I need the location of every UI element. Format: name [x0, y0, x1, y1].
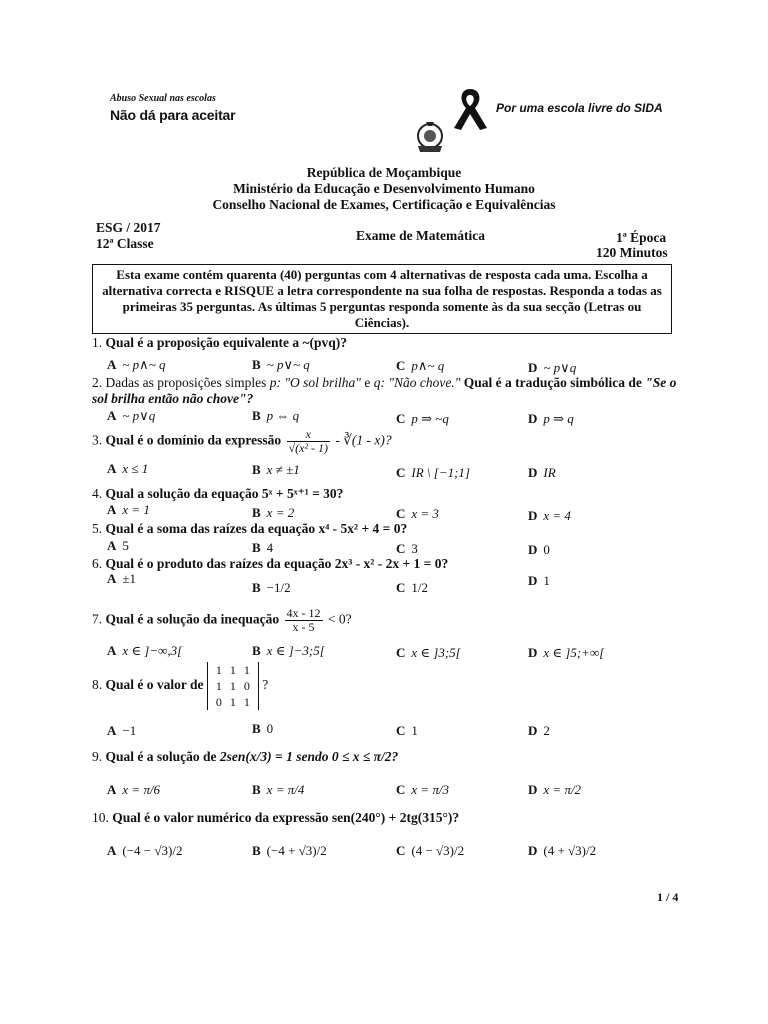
- question-10: 10. Qual é o valor numérico da expressão sen(240°) + 2tg(315°)?: [92, 810, 460, 825]
- option-2d[interactable]: D p ⇒ q: [528, 411, 574, 426]
- exam-title: Exame de Matemática: [356, 228, 485, 243]
- ribbon-icon: [450, 86, 496, 132]
- question-text: Qual é a proposição equivalente a ~(pvq)?: [105, 335, 348, 350]
- question-7: 7. Qual é a solução da inequação $\frac{4x - 12}{x - 5}$ < 0?: [92, 606, 352, 634]
- question-4: 4. Qual a solução da equação 5ˣ + 5ˣ⁺¹ = 30?: [92, 486, 344, 501]
- option-6a[interactable]: A ±1: [107, 571, 137, 586]
- option-2a[interactable]: A ~ p∨q: [107, 408, 156, 423]
- question-3: 3. Qual é o domínio da expressão $\frac{x}{\text{√(x² - 1)}}$ - ∛(1 - x)?: [92, 427, 392, 455]
- option-8a[interactable]: A −1: [107, 723, 137, 738]
- option-9b[interactable]: B x = π/4: [252, 782, 305, 797]
- option-5c[interactable]: C 3: [396, 541, 418, 556]
- option-7b[interactable]: B x ∈ ]−3;5[: [252, 643, 325, 658]
- option-2c[interactable]: C p ⇒ ~q: [396, 411, 449, 426]
- option-10d[interactable]: D (4 + √3)/2: [528, 843, 597, 858]
- option-1a[interactable]: A ~ p∧~ q: [107, 357, 166, 372]
- option-4a[interactable]: A x = 1: [107, 502, 150, 517]
- institution-line-3: Conselho Nacional de Exames, Certificação e Equivalências: [212, 197, 556, 212]
- option-9c[interactable]: C x = π/3: [396, 782, 450, 797]
- option-10c[interactable]: C (4 − √3)/2: [396, 843, 465, 858]
- option-2b[interactable]: B p ⇔ q: [252, 408, 300, 423]
- option-6d[interactable]: D 1: [528, 573, 550, 588]
- campaign-italic-text: Abuso Sexual nas escolas: [110, 93, 216, 104]
- option-7a[interactable]: A x ∈ ]−∞,3[: [107, 643, 183, 658]
- question-8: 8. Qual é o valor de 1 1 1 1 1 0 0 1 1 ?: [92, 663, 269, 709]
- option-5d[interactable]: D 0: [528, 542, 550, 557]
- option-6c[interactable]: C 1/2: [396, 580, 429, 595]
- campaign-bold-text: Não dá para aceitar: [110, 107, 236, 123]
- option-3d[interactable]: D IR: [528, 465, 556, 480]
- option-10a[interactable]: A (−4 − √3)/2: [107, 843, 183, 858]
- question-5: 5. Qual é a soma das raízes da equação x⁴ - 5x² + 4 = 0?: [92, 521, 408, 536]
- option-10b[interactable]: B (−4 + √3)/2: [252, 843, 327, 858]
- option-6b[interactable]: B −1/2: [252, 580, 291, 595]
- emblem-icon: [414, 120, 446, 154]
- institution-block: [0, 165, 768, 213]
- option-8c[interactable]: C 1: [396, 723, 418, 738]
- institution-line-2: Ministério da Educação e Desenvolvimento Humano: [233, 181, 535, 196]
- option-1c[interactable]: C p∧~ q: [396, 358, 445, 373]
- option-7c[interactable]: C x ∈ ]3;5[: [396, 645, 461, 660]
- exam-epoch: 1ª Época: [616, 230, 667, 245]
- page-number: 1 / 4: [657, 890, 679, 904]
- exam-code: ESG / 2017: [96, 220, 161, 235]
- instructions-line-2: alternativa correcta e RISQUE a letra correspondente na sua folha de respostas. Responda a todas as: [102, 283, 662, 298]
- option-8d[interactable]: D 2: [528, 723, 550, 738]
- option-4b[interactable]: B x = 2: [252, 505, 295, 520]
- exam-class: 12ª Classe: [96, 236, 154, 251]
- instructions-line-1: Esta exame contém quarenta (40) perguntas com 4 alternativas de resposta cada uma. Escolha a: [116, 267, 648, 282]
- option-8b[interactable]: B 0: [252, 721, 274, 736]
- question-2: 2. Dadas as proposições simples p: "O sol brilha" e q: "Não chove." Qual é a tradução simbólica de "Se o sol brilha então não chove"?: [92, 375, 677, 406]
- question-1: 1. Qual é a proposição equivalente a ~(pvq)?: [92, 335, 348, 350]
- question-9: 9. Qual é a solução de 2sen(x/3) = 1 sendo 0 ≤ x ≤ π/2?: [92, 749, 399, 764]
- question-6: 6. Qual é o produto das raízes da equação 2x³ - x² - 2x + 1 = 0?: [92, 556, 449, 571]
- option-9a[interactable]: A x = π/6: [107, 782, 161, 797]
- exam-duration: 120 Minutos: [596, 245, 668, 260]
- option-5a[interactable]: A 5: [107, 538, 129, 553]
- determinant-matrix: 1 1 1 1 1 0 0 1 1: [207, 662, 259, 710]
- institution-line-1: República de Moçambique: [306, 165, 462, 180]
- option-3c[interactable]: C IR \ [−1;1]: [396, 465, 470, 480]
- option-7d[interactable]: D x ∈ ]5;+∞[: [528, 645, 605, 660]
- option-4d[interactable]: D x = 4: [528, 508, 571, 523]
- instructions-line-3: primeiras 35 perguntas. As últimas 5 perguntas responda somente às da sua secção (Letras ou Ciências).: [122, 299, 642, 330]
- option-9d[interactable]: D x = π/2: [528, 782, 582, 797]
- option-4c[interactable]: C x = 3: [396, 506, 439, 521]
- option-3a[interactable]: A x ≤ 1: [107, 461, 149, 476]
- option-1b[interactable]: B ~ p∨~ q: [252, 357, 310, 372]
- ribbon-text: Por uma escola livre do SIDA: [496, 101, 663, 115]
- option-1d[interactable]: D ~ p∨q: [528, 360, 577, 375]
- instructions-box: [92, 264, 672, 334]
- option-3b[interactable]: B x ≠ ±1: [252, 462, 300, 477]
- option-5b[interactable]: B 4: [252, 540, 274, 555]
